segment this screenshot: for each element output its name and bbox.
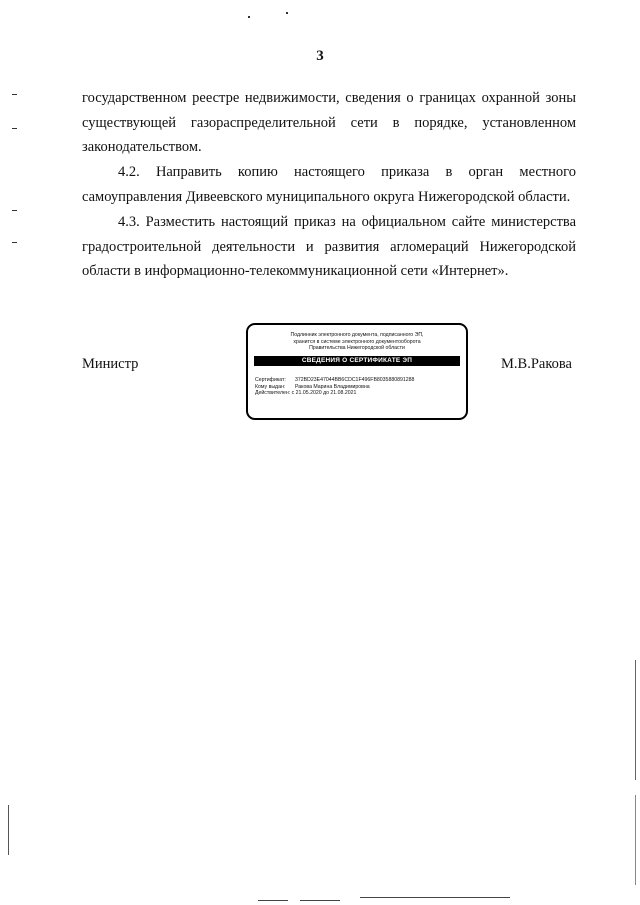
scan-edge-line: [635, 660, 636, 780]
stamp-header-line: Подлинник электронного документа, подписанного ЭП,: [290, 332, 424, 338]
scan-tick: [12, 128, 17, 129]
scan-tick: [12, 242, 17, 243]
scan-edge-line: [8, 805, 9, 855]
scan-tick: [12, 210, 17, 211]
scan-bottom-line: [300, 900, 340, 901]
stamp-header: [248, 332, 466, 352]
paragraph-4-3: 4.3. Разместить настоящий приказ на официальном сайте министерства градостроительной деятельности и развития агломераций Нижегородской области в информационно-телекоммуникационной сети «Интернет».: [82, 214, 576, 279]
scan-dot: [248, 16, 250, 18]
paragraph-continuation: государственном реестре недвижимости, сведения о границах охранной зоны существующей газораспределительной сети в порядке, установленном законодательством.: [82, 90, 576, 155]
electronic-signature-stamp: [246, 323, 468, 420]
scan-tick: [12, 94, 17, 95]
certificate-value: 372BD23E47044BB6CDC1F496FB8035880891288: [295, 376, 415, 383]
validity-row: [255, 390, 466, 397]
issued-to-value: Ракова Марина Владимировна: [295, 383, 370, 390]
scan-dot: [286, 12, 288, 14]
paragraph-4-2: 4.2. Направить копию настоящего приказа в орган местного самоуправления Дивеевского муниципального округа Нижегородской области.: [82, 164, 576, 205]
validity-value: с 21.05.2020 до 21.08.2021: [291, 390, 357, 397]
issued-to-label: Кому выдан:: [255, 383, 286, 390]
page-number: 3: [316, 48, 324, 64]
certificate-row: [255, 377, 466, 384]
scan-bottom-line: [360, 897, 510, 898]
scan-bottom-line: [258, 900, 288, 901]
signer-name: М.В.Ракова: [501, 356, 572, 372]
scan-edge-line: [635, 795, 636, 885]
stamp-details: [255, 377, 466, 397]
stamp-header-line: Правительства Нижегородской области: [309, 345, 405, 352]
certificate-label: Сертификат:: [255, 376, 286, 383]
signer-position: Министр: [82, 356, 139, 372]
validity-label: Действителен:: [255, 390, 291, 397]
stamp-title: СВЕДЕНИЯ О СЕРТИФИКАТЕ ЭП: [254, 356, 460, 366]
stamp-header-line: хранится в системе электронного документооборота: [293, 338, 421, 345]
